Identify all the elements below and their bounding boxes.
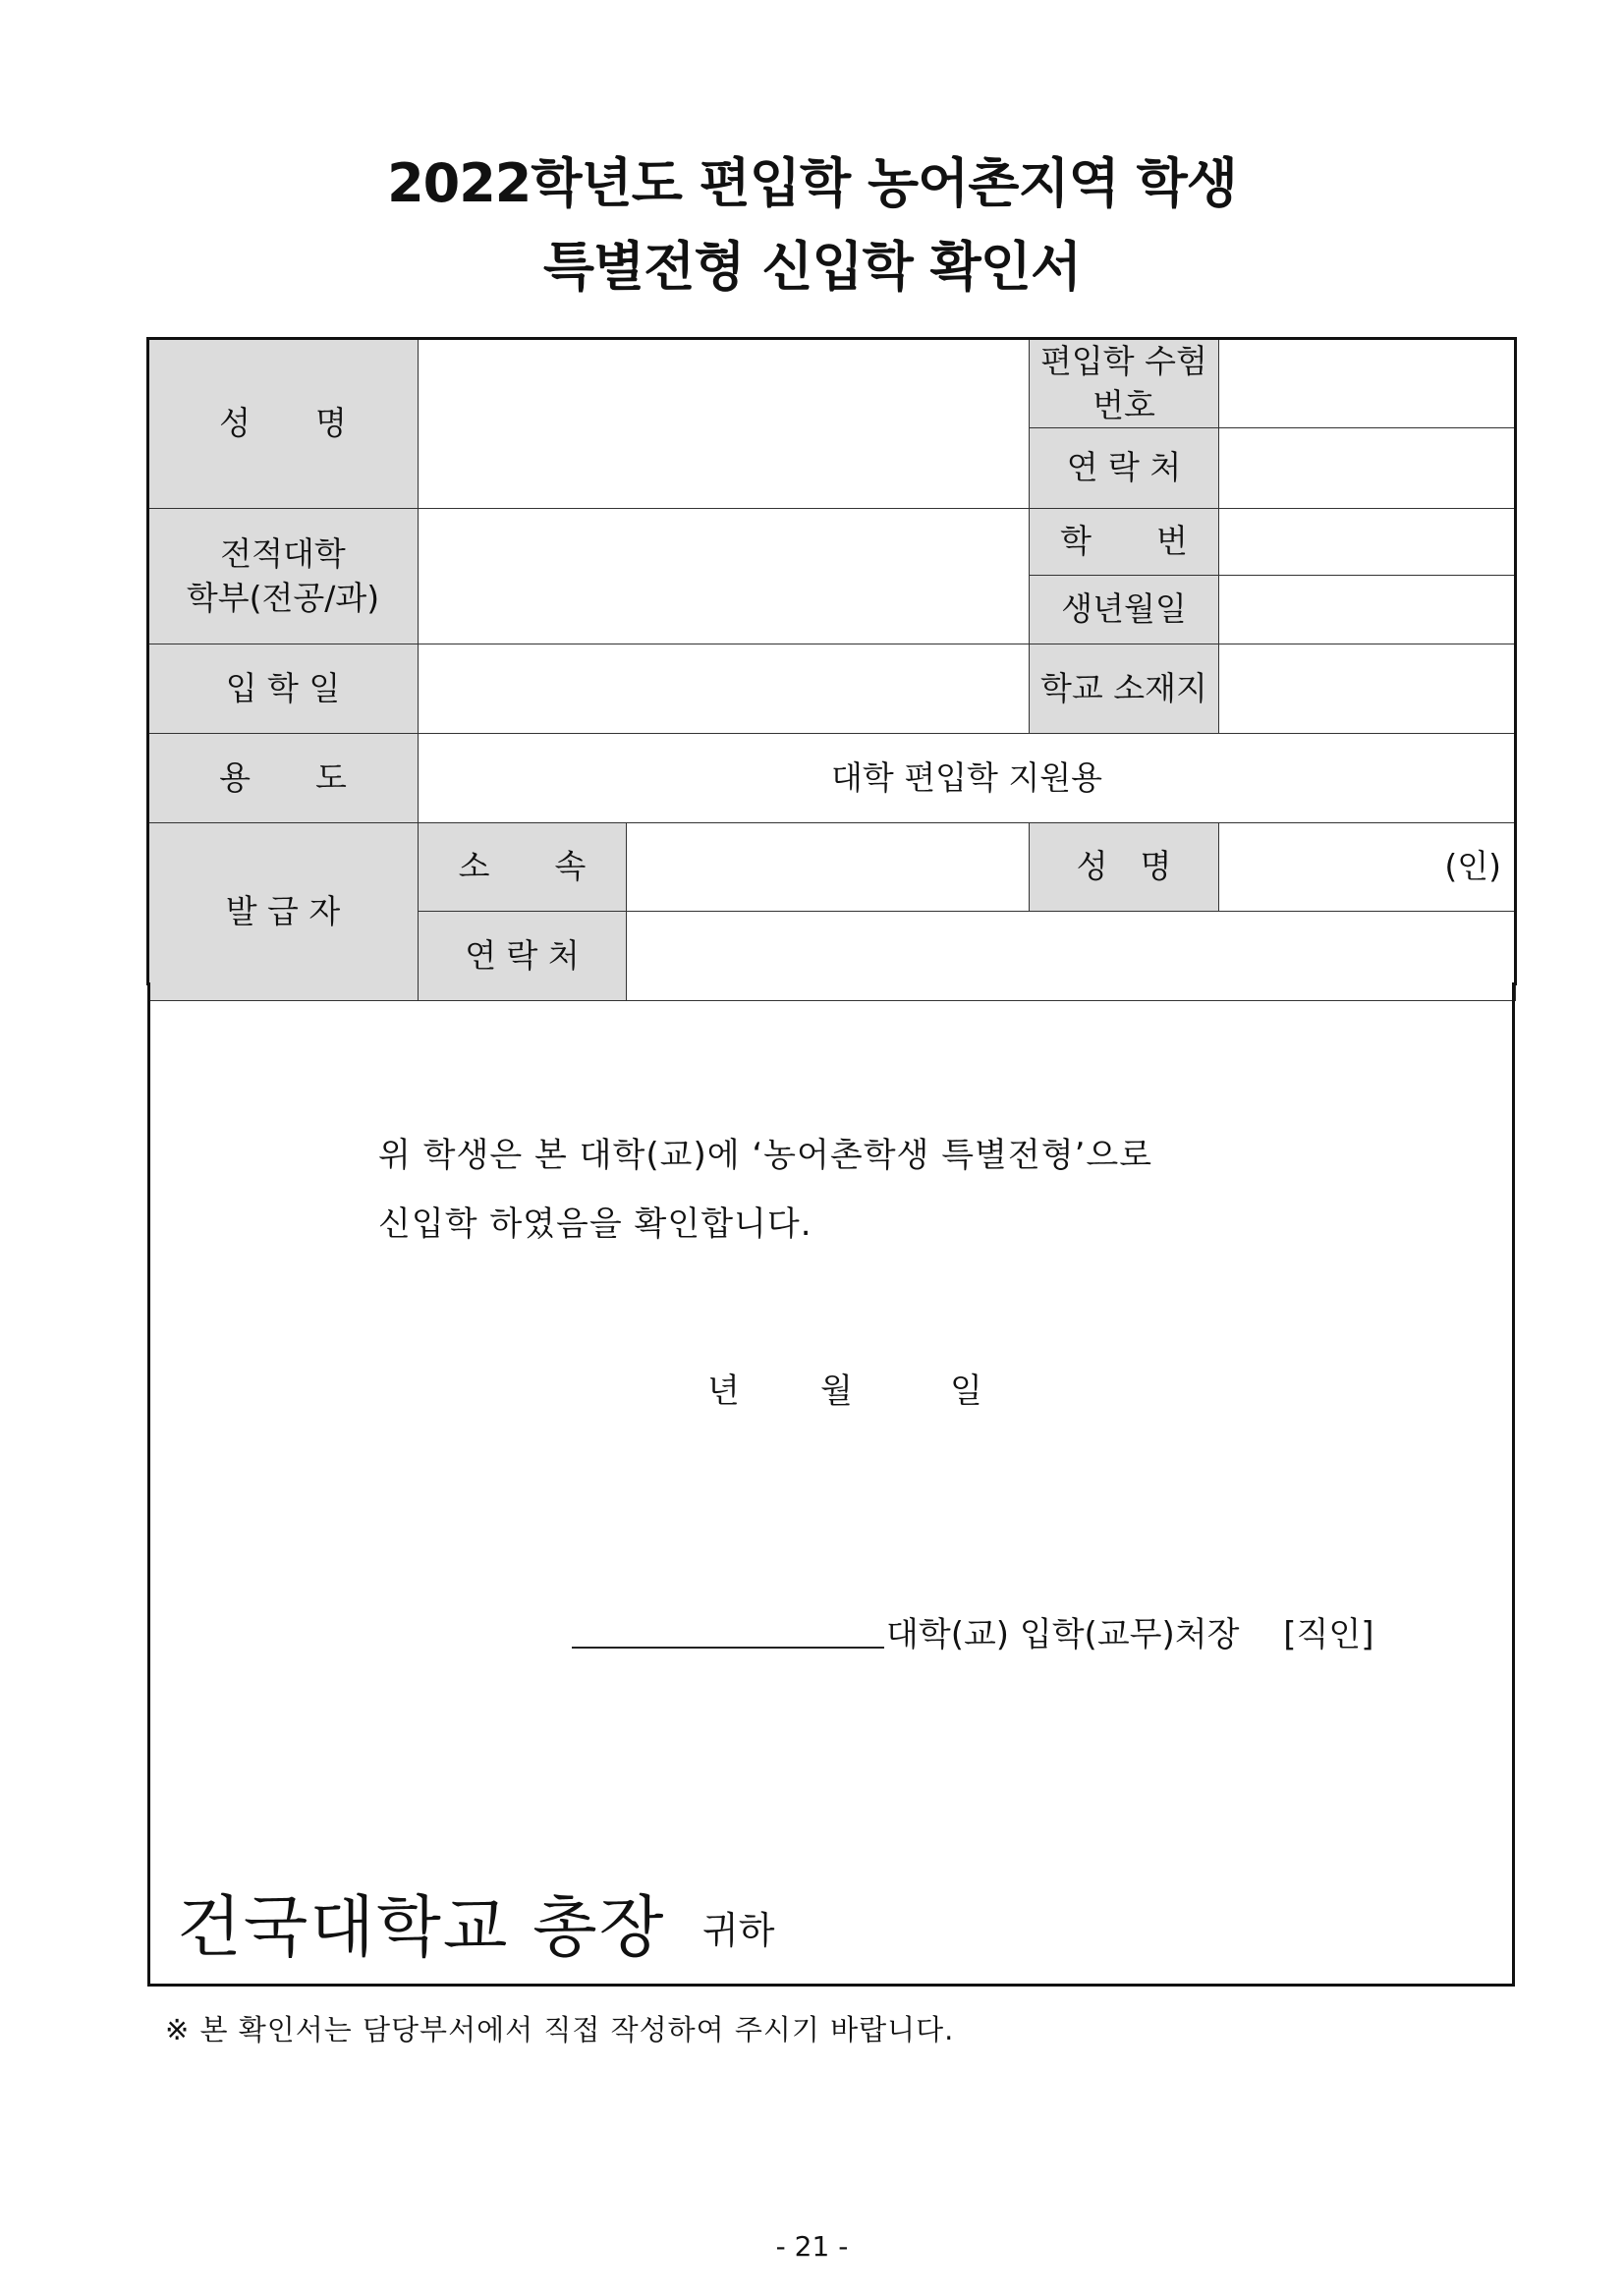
- school-location-label: 학교 소재지: [1030, 644, 1219, 734]
- affiliation-label: 소 속: [419, 823, 627, 912]
- date-day[interactable]: 일: [950, 1372, 982, 1411]
- name-label: 성 명: [148, 340, 419, 509]
- page-number: - 21 -: [775, 2230, 849, 2263]
- admission-date-label: 입 학 일: [148, 644, 419, 734]
- affiliation-field[interactable]: [627, 823, 1030, 912]
- name-field[interactable]: [419, 340, 1030, 509]
- previous-university-label-line-2: 학부(전공/과): [186, 578, 380, 617]
- exam-number-field[interactable]: [1219, 340, 1516, 428]
- statement-line-1: 위 학생은 본 대학(교)에 ‘농어촌학생 특별전형’으로: [378, 1136, 1153, 1175]
- previous-university-label: [148, 509, 419, 644]
- university-name-blank[interactable]: [572, 1647, 884, 1649]
- purpose-label: 용 도: [148, 734, 419, 823]
- birth-date-field[interactable]: [1219, 576, 1516, 644]
- previous-university-field[interactable]: [419, 509, 1030, 644]
- issuer-name-label: 성 명: [1030, 823, 1219, 912]
- contact-label: 연 락 처: [1030, 428, 1219, 509]
- school-location-field[interactable]: [1219, 644, 1516, 734]
- exam-number-label: 편입학 수험번호: [1030, 340, 1219, 428]
- applicant-info-table: [147, 339, 1516, 1001]
- footnote: ※ 본 확인서는 담당부서에서 직접 작성하여 주시기 바랍니다.: [165, 2013, 955, 2046]
- date-year[interactable]: 년: [707, 1372, 740, 1411]
- addressee: 건국대학교 총장: [177, 1889, 666, 1967]
- student-id-label: 학 번: [1030, 509, 1219, 576]
- birth-date-label: 생년월일: [1030, 576, 1219, 644]
- issuer-contact-label: 연 락 처: [419, 912, 627, 1001]
- student-id-field[interactable]: [1219, 509, 1516, 576]
- purpose-value: 대학 편입학 지원용: [419, 734, 1516, 823]
- contact-field[interactable]: [1219, 428, 1516, 509]
- official-signature: 대학(교) 입학(교무)처장 [직인]: [886, 1615, 1374, 1654]
- document-title-line-2: 특별전형 신입학 확인서: [542, 236, 1082, 298]
- previous-university-label-line-1: 전적대학: [220, 534, 346, 574]
- admission-date-field[interactable]: [419, 644, 1030, 734]
- issuer-label: 발 급 자: [148, 823, 419, 1001]
- seal-mark[interactable]: (인): [1219, 823, 1516, 912]
- statement-line-2: 신입학 하였음을 확인합니다.: [378, 1204, 812, 1244]
- document-title-line-1: 2022학년도 편입학 농어촌지역 학생: [387, 152, 1237, 214]
- addressee-suffix: 귀하: [702, 1909, 775, 1952]
- date-month[interactable]: 월: [820, 1372, 853, 1411]
